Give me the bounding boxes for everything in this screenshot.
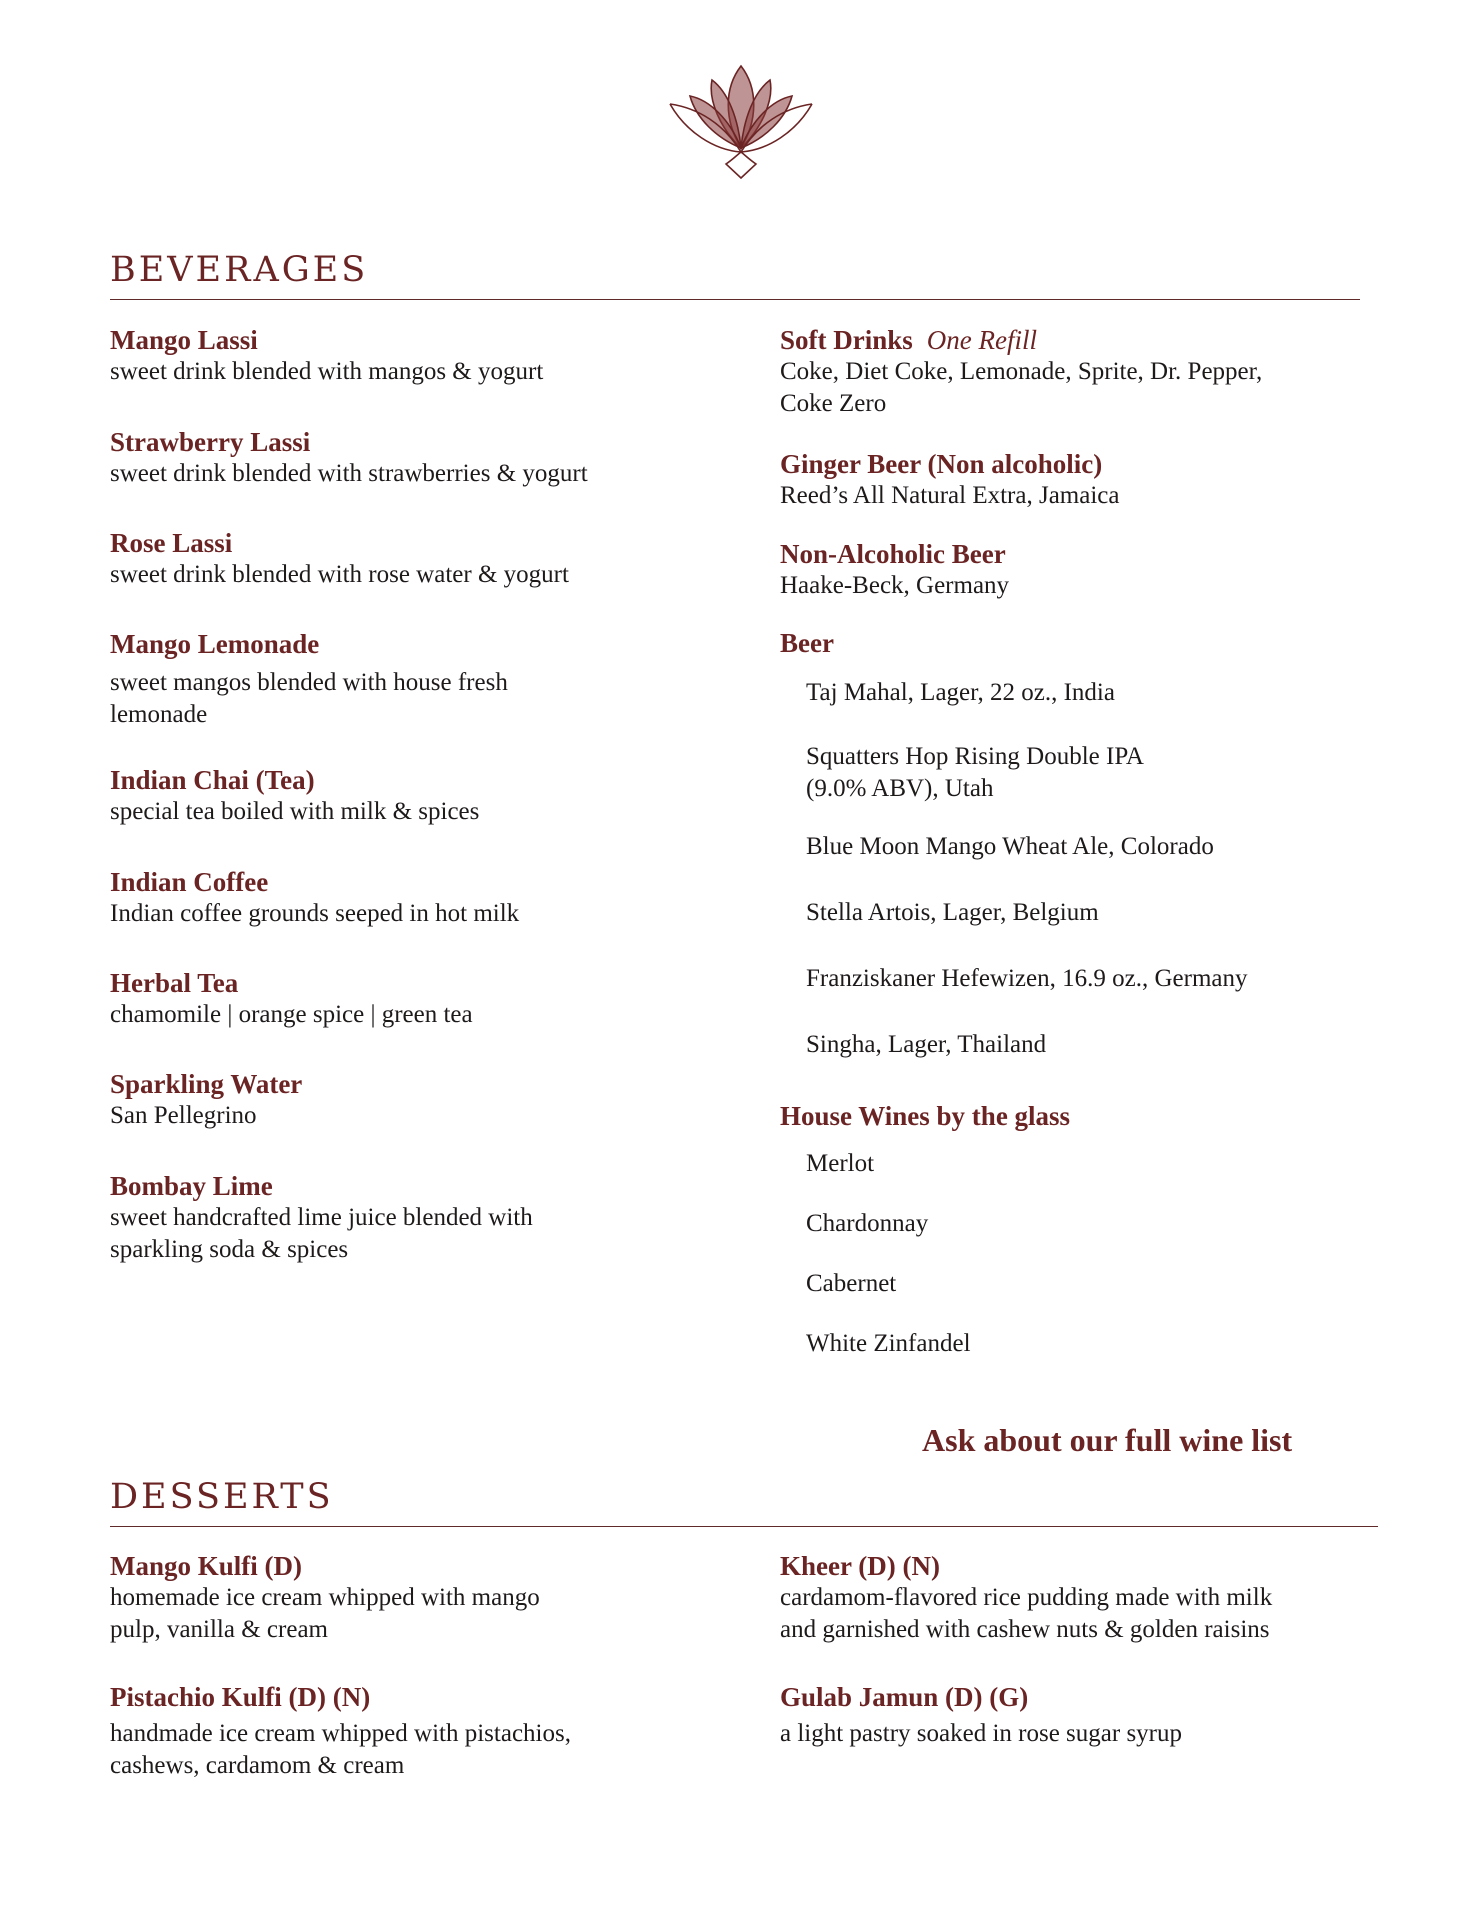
- beer-option-line: Squatters Hop Rising Double IPA: [806, 743, 1144, 770]
- beer-option: Taj Mahal, Lager, 22 oz., India: [806, 679, 1115, 706]
- item-name: Bombay Lime: [110, 1171, 273, 1201]
- menu-item-mango-lassi: [110, 324, 543, 388]
- menu-item-mango-kulfi: [110, 1550, 540, 1646]
- item-desc: cashews, cardamom & cream: [110, 1752, 405, 1779]
- menu-item-mango-lemonade: [110, 628, 508, 731]
- section-divider: [110, 299, 1360, 300]
- beer-option: [806, 741, 1144, 805]
- section-divider: [110, 1526, 1378, 1527]
- beer-option: Blue Moon Mango Wheat Ale, Colorado: [806, 833, 1214, 860]
- item-name: Ginger Beer (Non alcoholic): [780, 449, 1103, 479]
- item-note: One Refill: [926, 325, 1037, 355]
- menu-item-bombay-lime: [110, 1170, 533, 1266]
- wine-list-callout: Ask about our full wine list: [922, 1422, 1293, 1458]
- menu-item-kheer: [780, 1550, 1272, 1646]
- menu-item-strawberry-lassi: [110, 426, 588, 490]
- item-desc: lemonade: [110, 701, 208, 728]
- menu-item-soft-drinks: [780, 324, 1262, 420]
- item-desc: and garnished with cashew nuts & golden raisins: [780, 1616, 1270, 1643]
- item-name: Mango Lassi: [110, 325, 258, 355]
- item-desc: pulp, vanilla & cream: [110, 1616, 328, 1643]
- beer-option: Singha, Lager, Thailand: [806, 1031, 1047, 1058]
- item-desc: chamomile | orange spice | green tea: [110, 1001, 473, 1028]
- item-name: Indian Chai (Tea): [110, 765, 315, 795]
- item-desc: special tea boiled with milk & spices: [110, 798, 480, 825]
- item-name: Mango Kulfi (D): [110, 1551, 302, 1581]
- item-desc: Reed’s All Natural Extra, Jamaica: [780, 482, 1120, 509]
- item-name: Soft Drinks: [780, 325, 913, 355]
- lotus-icon: [668, 62, 814, 184]
- item-name: Indian Coffee: [110, 867, 269, 897]
- beer-option: Stella Artois, Lager, Belgium: [806, 899, 1099, 926]
- item-desc: sparkling soda & spices: [110, 1236, 349, 1263]
- section-title-beverages: BEVERAGES: [110, 250, 369, 290]
- menu-item-rose-lassi: [110, 527, 569, 591]
- item-name: Sparkling Water: [110, 1069, 303, 1099]
- menu-item-indian-coffee: [110, 866, 519, 930]
- item-desc: handmade ice cream whipped with pistachios,: [110, 1720, 571, 1747]
- item-name: Strawberry Lassi: [110, 427, 311, 457]
- item-desc: sweet mangos blended with house fresh: [110, 669, 508, 696]
- item-name: Kheer (D) (N): [780, 1551, 940, 1581]
- item-desc: sweet drink blended with rose water & yogurt: [110, 561, 569, 588]
- wine-option: Chardonnay: [806, 1210, 929, 1237]
- item-desc: sweet drink blended with strawberries & yogurt: [110, 460, 588, 487]
- wine-option: White Zinfandel: [806, 1330, 971, 1357]
- menu-item-gulab-jamun: [780, 1681, 1182, 1750]
- item-desc: Coke Zero: [780, 390, 887, 417]
- item-desc: Indian coffee grounds seeped in hot milk: [110, 900, 520, 927]
- item-desc: San Pellegrino: [110, 1102, 257, 1129]
- item-name: Herbal Tea: [110, 968, 239, 998]
- menu-item-house-wines: [780, 1100, 1070, 1132]
- menu-item-herbal-tea: [110, 967, 473, 1031]
- menu-item-pistachio-kulfi: [110, 1681, 571, 1782]
- item-desc: cardamom-flavored rice pudding made with milk: [780, 1584, 1273, 1611]
- item-desc: sweet drink blended with mangos & yogurt: [110, 358, 544, 385]
- item-desc: sweet handcrafted lime juice blended with: [110, 1204, 533, 1231]
- menu-item-beer: [780, 627, 834, 659]
- item-name: House Wines by the glass: [780, 1101, 1071, 1131]
- menu-item-ginger-beer: [780, 448, 1119, 512]
- item-name: Gulab Jamun (D) (G): [780, 1682, 1029, 1712]
- menu-item-indian-chai: [110, 764, 479, 828]
- item-desc: a light pastry soaked in rose sugar syrup: [780, 1720, 1183, 1747]
- item-name: Non-Alcoholic Beer: [780, 539, 1006, 569]
- menu-item-sparkling-water: [110, 1068, 302, 1132]
- item-desc: Coke, Diet Coke, Lemonade, Sprite, Dr. Pepper,: [780, 358, 1263, 385]
- beer-option-line: (9.0% ABV), Utah: [806, 775, 994, 802]
- item-desc: homemade ice cream whipped with mango: [110, 1584, 540, 1611]
- wine-option: Merlot: [806, 1150, 875, 1177]
- menu-item-non-alcoholic-beer: [780, 538, 1009, 602]
- item-name: Rose Lassi: [110, 528, 233, 558]
- item-name: Beer: [780, 628, 834, 658]
- section-title-desserts: DESSERTS: [110, 1477, 334, 1517]
- item-desc: Haake-Beck, Germany: [780, 572, 1010, 599]
- beer-option: Franziskaner Hefewizen, 16.9 oz., Germany: [806, 965, 1248, 992]
- wine-option: Cabernet: [806, 1270, 897, 1297]
- item-name: Pistachio Kulfi (D) (N): [110, 1682, 371, 1712]
- item-name: Mango Lemonade: [110, 629, 320, 659]
